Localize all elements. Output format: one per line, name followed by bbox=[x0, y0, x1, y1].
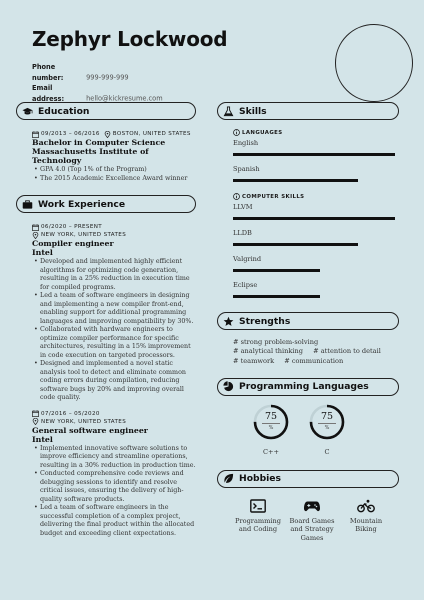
percent-symbol: % bbox=[268, 424, 274, 431]
skill-item bbox=[217, 255, 399, 272]
calendar-icon bbox=[32, 131, 39, 138]
education-header bbox=[16, 102, 196, 120]
language-gauge bbox=[309, 404, 345, 440]
work-experience-header bbox=[16, 195, 196, 213]
list-item: • Conducted comprehensive code reviews and debugging sessions to identify and resolve critical issues, ensuring the delivery of high-quality software products. bbox=[32, 470, 196, 504]
work-location-row bbox=[32, 418, 196, 426]
email-row bbox=[32, 83, 262, 104]
education-title: Education bbox=[38, 105, 90, 117]
work-dates-row bbox=[32, 223, 196, 231]
skill-bar-fill bbox=[233, 217, 395, 220]
skill-bar bbox=[233, 153, 395, 156]
gamepad-icon bbox=[285, 498, 339, 514]
location-pin-icon bbox=[32, 418, 39, 425]
language-level: 75 bbox=[264, 410, 278, 422]
flask-icon bbox=[223, 106, 234, 117]
programming-languages-list bbox=[217, 404, 399, 456]
education-entry bbox=[16, 130, 196, 183]
language-gauge bbox=[253, 404, 289, 440]
education-meta bbox=[32, 130, 196, 138]
skill-bar-fill bbox=[233, 269, 320, 272]
work-entry bbox=[16, 410, 196, 539]
location-pin-icon bbox=[32, 232, 39, 239]
strengths-header bbox=[217, 312, 399, 330]
hobby-item bbox=[339, 498, 393, 543]
work-dates: 06/2020 – PRESENT bbox=[41, 224, 103, 230]
skill-bar bbox=[233, 269, 395, 272]
briefcase-icon bbox=[22, 199, 33, 210]
list-item: • Led a team of software engineers in the successful completion of a complex project, delivering the final product within the allocated budget and exceeding client expectations. bbox=[32, 504, 196, 538]
location-pin-icon bbox=[104, 131, 111, 138]
skill-item bbox=[217, 203, 399, 220]
skill-item bbox=[217, 281, 399, 298]
graduation-cap-icon bbox=[22, 106, 33, 117]
education-dates: 09/2013 – 06/2016 bbox=[41, 131, 100, 137]
school: Massachusetts Institute of Technology bbox=[32, 147, 149, 165]
language-name: C bbox=[324, 447, 330, 456]
strengths-title: Strengths bbox=[239, 315, 291, 327]
terminal-icon bbox=[231, 498, 285, 514]
hobbies-header bbox=[217, 470, 399, 488]
company: Intel bbox=[32, 248, 53, 257]
language-gauge-item bbox=[299, 404, 355, 456]
skill-name: English bbox=[233, 139, 259, 147]
list-item: • Led a team of software engineers in designing and implementing a new compiler front-end, enabling support for additional programming languages and improving compatibility by 30%. bbox=[32, 292, 196, 326]
strengths-row bbox=[233, 338, 399, 347]
pie-chart-icon bbox=[223, 381, 234, 392]
list-item: • GPA 4.0 (Top 1% of the Program) bbox=[32, 166, 196, 175]
skill-item bbox=[217, 139, 399, 156]
resume-header bbox=[32, 28, 262, 104]
percent-symbol: % bbox=[324, 424, 330, 431]
skill-bar-fill bbox=[233, 243, 358, 246]
education-bullets bbox=[32, 166, 196, 183]
info-icon bbox=[233, 129, 240, 136]
strengths-list bbox=[217, 338, 399, 366]
programming-languages-header bbox=[217, 378, 399, 396]
star-icon bbox=[223, 316, 234, 327]
gauge-divider bbox=[262, 423, 280, 424]
work-entry bbox=[16, 223, 196, 403]
calendar-icon bbox=[32, 410, 39, 417]
profile-photo-placeholder bbox=[335, 24, 413, 102]
list-item: • The 2015 Academic Excellence Award winner bbox=[32, 175, 196, 184]
hobbies-list bbox=[217, 498, 399, 543]
info-icon bbox=[233, 193, 240, 200]
language-level: 75 bbox=[320, 410, 334, 422]
list-item: • Implemented innovative software solutions to improve efficiency and streamline operations, resulting in a 30% reduction in production time. bbox=[32, 445, 196, 471]
hobby-item bbox=[285, 498, 339, 543]
left-column bbox=[16, 102, 196, 538]
skill-name: LLDB bbox=[233, 229, 252, 237]
skills-header bbox=[217, 102, 399, 120]
strength-tag: # teamwork bbox=[233, 356, 275, 365]
skill-bar-fill bbox=[233, 179, 358, 182]
bike-icon bbox=[339, 498, 393, 514]
skill-bar bbox=[233, 295, 395, 298]
candidate-name: Zephyr Lockwood bbox=[32, 27, 228, 51]
list-item: • Designed and implemented a novel static analysis tool to detect and eliminate common coding errors during compilation, reducing software bugs by 20% and improving overall code quality. bbox=[32, 360, 196, 403]
skill-name: LLVM bbox=[233, 203, 253, 211]
strength-tag: # attention to detail bbox=[313, 347, 381, 356]
phone-label: Phone number: bbox=[32, 63, 64, 82]
work-location: NEW YORK, UNITED STATES bbox=[41, 418, 127, 425]
skill-bar bbox=[233, 179, 395, 182]
skill-item bbox=[217, 165, 399, 182]
hobby-item bbox=[231, 498, 285, 543]
job-title: General software engineer bbox=[32, 425, 148, 435]
strength-tag: # strong problem-solving bbox=[233, 338, 319, 346]
strengths-row bbox=[233, 357, 399, 366]
skill-bar-fill bbox=[233, 153, 395, 156]
skill-bar bbox=[233, 217, 395, 220]
strength-tag: # communication bbox=[284, 356, 344, 365]
computer-skills-subheader bbox=[217, 193, 399, 200]
leaf-icon bbox=[223, 473, 234, 484]
skills-title: Skills bbox=[239, 105, 267, 117]
languages-subheader bbox=[217, 129, 399, 136]
language-gauge-item bbox=[243, 404, 299, 456]
language-name: C++ bbox=[262, 447, 280, 456]
phone-row bbox=[32, 62, 262, 83]
computer-skills-label: COMPUTER SKILLS bbox=[242, 193, 305, 200]
skill-name: Valgrind bbox=[233, 255, 262, 263]
hobbies-title: Hobbies bbox=[239, 473, 282, 485]
work-dates-row bbox=[32, 410, 196, 418]
job-title: Compiler engineer bbox=[32, 239, 114, 248]
hobby-name: Programming and Coding bbox=[235, 516, 281, 534]
strength-tag: # analytical thinking bbox=[233, 347, 303, 356]
work-location-row bbox=[32, 231, 196, 239]
gauge-divider bbox=[318, 423, 336, 424]
hobby-name: Board Games and Strategy Games bbox=[289, 516, 335, 543]
languages-label: LANGUAGES bbox=[242, 129, 283, 136]
work-experience-title: Work Experience bbox=[38, 198, 126, 210]
skill-name: Eclipse bbox=[233, 281, 258, 289]
contact-info bbox=[32, 62, 262, 104]
skill-bar-fill bbox=[233, 295, 320, 298]
skill-bar bbox=[233, 243, 395, 246]
degree: Bachelor in Computer Science bbox=[32, 138, 166, 147]
email-value[interactable]: hello@kickresume.com bbox=[86, 94, 163, 103]
work-bullets bbox=[32, 258, 196, 403]
calendar-icon bbox=[32, 224, 39, 231]
list-item: • Developed and implemented highly efficient algorithms for optimizing code generation, resulting in a 25% reduction in execution time for compiled programs. bbox=[32, 258, 196, 292]
education-location: BOSTON, UNITED STATES bbox=[112, 131, 191, 137]
list-item: • Collaborated with hardware engineers to optimize compiler performance for specific architectures, resulting in a 15% improvement in code execution on targeted processors. bbox=[32, 326, 196, 360]
work-location: NEW YORK, UNITED STATES bbox=[41, 232, 127, 238]
work-dates: 07/2016 – 05/2020 bbox=[41, 410, 100, 417]
skill-name: Spanish bbox=[233, 165, 260, 173]
company: Intel bbox=[32, 434, 53, 444]
hobby-name: Mountain Biking bbox=[349, 516, 383, 534]
programming-languages-title: Programming Languages bbox=[239, 381, 369, 393]
skill-item bbox=[217, 229, 399, 246]
strengths-row bbox=[233, 347, 399, 356]
email-label: Email address: bbox=[32, 84, 65, 103]
right-column bbox=[217, 102, 399, 543]
work-bullets bbox=[32, 445, 196, 539]
phone-value: 999-999-999 bbox=[86, 73, 129, 82]
